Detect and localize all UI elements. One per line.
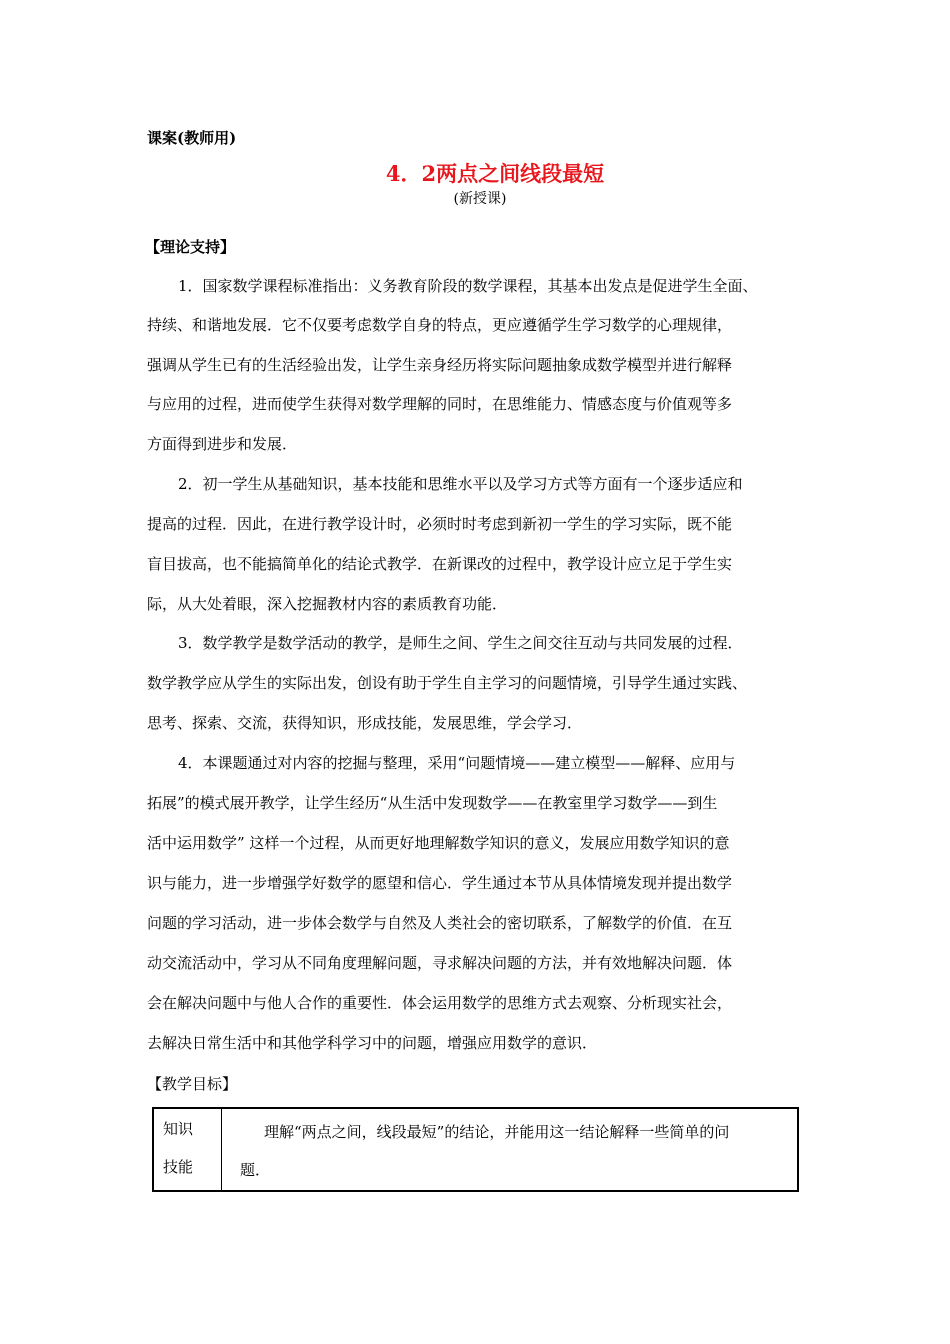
goal-description [222,1108,799,1191]
theory-line: 1．国家数学课程标准指出：义务教育阶段的数学课程，其基本出发点是促进学生全面、 [178,277,758,295]
theory-line: 思考、探索、交流，获得知识，形成技能，发展思维，学会学习． [147,714,583,732]
theory-line: 会在解决问题中与他人合作的重要性．体会运用数学的思维方式去观察、分析现实社会， [147,994,733,1012]
theory-line: 活中运用数学” 这样一个过程，从而更好地理解数学知识的意义，发展应用数学知识的意 [147,834,730,852]
theory-line: 拓展”的模式展开教学，让学生经历“从生活中发现数学——在教室里学习数学——到生 [147,794,718,812]
goal-description-line: 理解“两点之间，线段最短”的结论，并能用这一结论解释一些简单的问 [264,1123,730,1141]
theory-line: 提高的过程．因此，在进行教学设计时，必须时时考虑到新初一学生的学习实际，既不能 [147,515,733,533]
theory-line: 数学教学应从学生的实际出发，创设有助于学生自主学习的问题情境，引导学生通过实践、 [147,674,748,692]
theory-line: 4．本课题通过对内容的挖掘与整理，采用“问题情境——建立模型——解释、应用与 [178,754,736,772]
document-subtitle: (新授课) [453,191,507,207]
theory-line: 方面得到进步和发展． [147,435,298,453]
goal-category-line: 技能 [163,1158,194,1176]
goals-table [152,1107,799,1192]
document-label: 课案(教师用) [147,129,237,147]
document-title: 4．2两点之间线段最短 [385,161,605,186]
theory-line: 强调从学生已有的生活经验出发，让学生亲身经历将实际问题抽象成数学模型并进行解释 [147,356,733,374]
goal-description-line: 题． [240,1161,271,1179]
theory-line: 2．初一学生从基础知识，基本技能和思维水平以及学习方式等方面有一个逐步适应和 [178,475,743,493]
theory-line: 际，从大处着眼，深入挖掘教材内容的素质教育功能． [147,595,508,613]
theory-line: 持续、和谐地发展．它不仅要考虑数学自身的特点，更应遵循学生学习数学的心理规律， [147,316,733,334]
theory-line: 识与能力，进一步增强学好数学的愿望和信心．学生通过本节从具体情境发现并提出数学 [147,874,733,892]
goals-heading: 【教学目标】 [147,1075,238,1093]
theory-heading: 【理论支持】 [145,238,236,256]
table-row [153,1108,798,1191]
theory-line: 问题的学习活动，进一步体会数学与自然及人类社会的密切联系，了解数学的价值．在互 [147,914,733,932]
theory-line: 3．数学教学是数学活动的教学，是师生之间、学生之间交往互动与共同发展的过程． [178,634,743,652]
goal-category [153,1108,222,1191]
theory-line: 与应用的过程，进而使学生获得对数学理解的同时，在思维能力、情感态度与价值观等多 [147,395,733,413]
theory-line: 动交流活动中，学习从不同角度理解问题，寻求解决问题的方法，并有效地解决问题．体 [147,954,733,972]
theory-line: 盲目拔高，也不能搞简单化的结论式教学．在新课改的过程中，教学设计应立足于学生实 [147,555,733,573]
theory-line: 去解决日常生活中和其他学科学习中的问题，增强应用数学的意识． [147,1034,598,1052]
goal-category-line: 知识 [163,1120,194,1138]
